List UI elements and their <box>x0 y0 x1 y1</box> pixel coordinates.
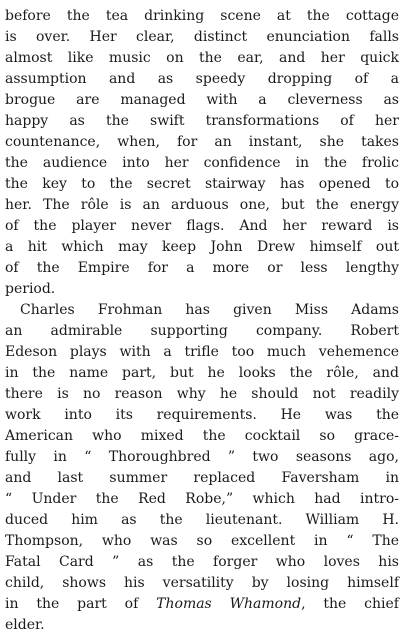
text-line <box>5 153 399 174</box>
text-segment: elder. <box>5 617 45 633</box>
article-text <box>5 6 399 636</box>
text-line <box>5 405 399 426</box>
text-segment: countenance, when, for an instant, she takes <box>5 134 399 150</box>
text-line <box>5 384 399 405</box>
text-segment: duced him as the lieutenant. William H. <box>5 512 399 528</box>
text-segment: Fatal Card ” as the forger who loves his <box>5 554 399 570</box>
text-line <box>5 90 399 111</box>
text-segment: before the tea drinking scene at the cottage <box>5 8 399 24</box>
text-line <box>5 258 399 279</box>
text-segment: is over. Her clear, distinct enunciation falls <box>5 29 399 45</box>
text-segment: there is no reason why he should not readily <box>5 386 399 402</box>
text-segment: in the part of <box>5 596 157 612</box>
text-line <box>5 48 399 69</box>
text-line <box>5 6 399 27</box>
text-line <box>5 279 399 300</box>
text-line <box>5 615 399 636</box>
text-line <box>5 426 399 447</box>
text-segment: almost like music on the ear, and her quick <box>5 50 399 66</box>
text-line <box>5 573 399 594</box>
text-line <box>5 237 399 258</box>
text-segment: work into its requirements. He was the <box>5 407 399 423</box>
text-line <box>5 552 399 573</box>
text-line <box>5 447 399 468</box>
text-segment: an admirable supporting company. Robert <box>5 323 399 339</box>
text-segment: and last summer replaced Faversham in <box>5 470 399 486</box>
text-segment: the audience into her confidence in the frolic <box>5 155 399 171</box>
text-segment: Edeson plays with a trifle too much vehemence <box>5 344 399 360</box>
text-line <box>5 27 399 48</box>
text-line <box>5 342 399 363</box>
text-segment: of the Empire for a more or less lengthy <box>5 260 399 276</box>
text-segment: “ Under the Red Robe,” which had intro- <box>5 491 399 507</box>
text-line <box>5 300 399 321</box>
text-segment: her. The rôle is an arduous one, but the energy <box>5 197 399 213</box>
text-segment: , the chief <box>301 596 399 612</box>
article-page <box>5 6 399 636</box>
text-segment: of the player never flags. And her reward is <box>5 218 399 234</box>
text-segment: American who mixed the cocktail so grace- <box>5 428 399 444</box>
text-line <box>5 489 399 510</box>
text-segment: child, shows his versatility by losing himself <box>5 575 399 591</box>
text-line <box>5 69 399 90</box>
text-segment: period. <box>5 281 56 297</box>
italic-name: Thomas Whamond <box>156 596 302 612</box>
text-segment: Charles Frohman has given Miss Adams <box>20 302 399 318</box>
text-line <box>5 468 399 489</box>
text-segment: a hit which may keep John Drew himself out <box>5 239 399 255</box>
text-segment: the key to the secret stairway has opened to <box>5 176 399 192</box>
text-segment: assumption and as speedy dropping of a <box>5 71 399 87</box>
text-segment: Thompson, who was so excellent in “ The <box>5 533 399 549</box>
text-line <box>5 174 399 195</box>
text-segment: happy as the swift transformations of her <box>5 113 399 129</box>
text-line <box>5 510 399 531</box>
text-line <box>5 195 399 216</box>
text-line <box>5 132 399 153</box>
text-line <box>5 594 399 615</box>
text-line <box>5 216 399 237</box>
text-line <box>5 531 399 552</box>
text-segment: fully in “ Thoroughbred ” two seasons ago, <box>5 449 399 465</box>
text-segment: brogue are managed with a cleverness as <box>5 92 399 108</box>
text-segment: in the name part, but he looks the rôle, and <box>5 365 399 381</box>
text-line <box>5 111 399 132</box>
text-line <box>5 363 399 384</box>
text-line <box>5 321 399 342</box>
